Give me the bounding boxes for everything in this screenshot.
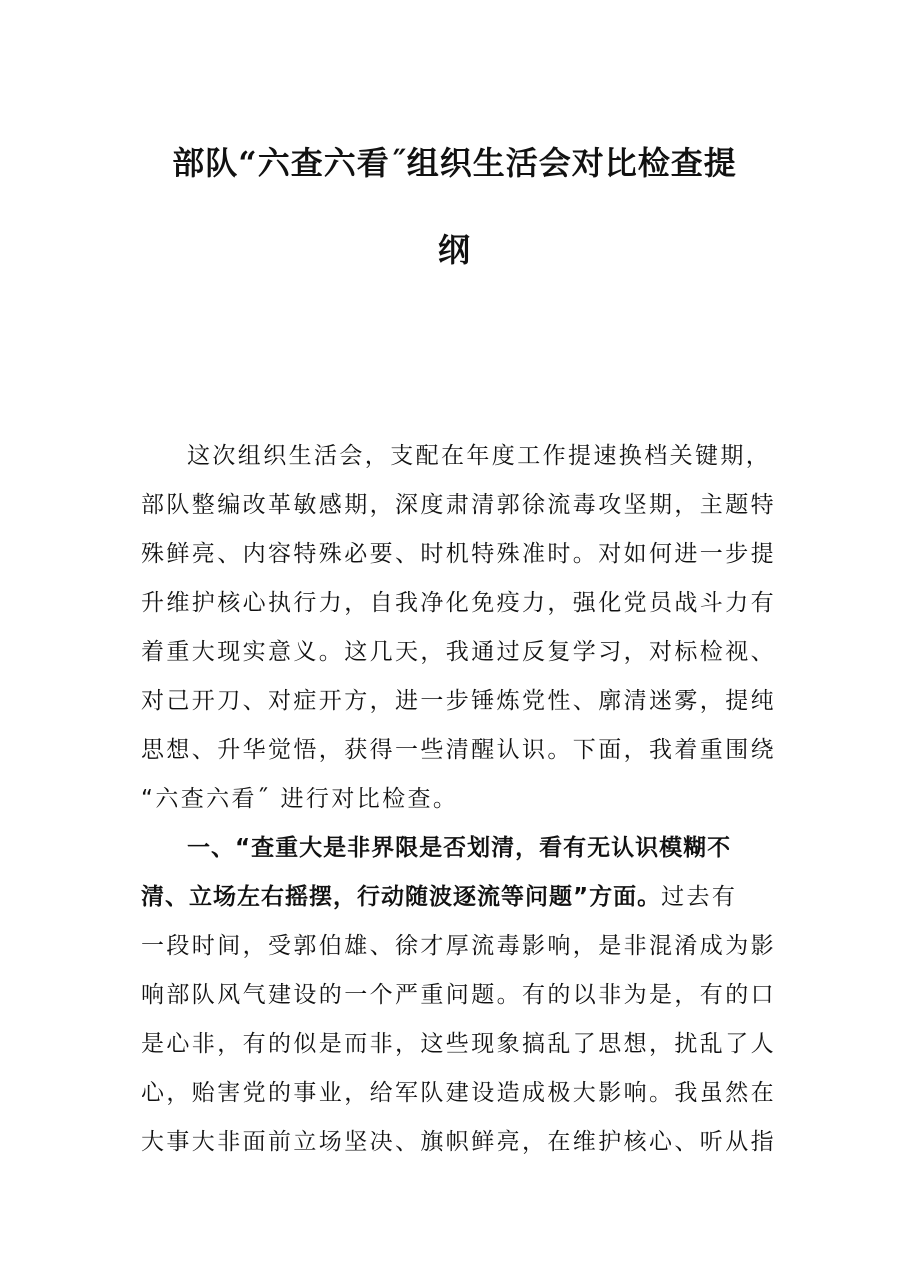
section-1-body-line: 响部队风气建设的一个严重问题。有的以非为是，有的口: [141, 982, 776, 1008]
paragraph-1-line: “六查六看˝ 进行对比检查。: [141, 786, 459, 812]
section-1-heading-rest: 过去有: [661, 884, 738, 910]
section-1-body-line: 一段时间，受郭伯雄、徐才厚流毒影响，是非混淆成为影: [141, 933, 776, 959]
paragraph-1-line: 对己开刀、对症开方，进一步锤炼党性、廓清迷雾，提纯: [141, 688, 776, 714]
paragraph-1-line: 部队整编改革敏感期，深度肃清郭徐流毒攻坚期，主题特: [141, 492, 776, 518]
document-title-line-2: 纲: [437, 231, 471, 269]
document-title-line-1: 部队“六查六看˝组织生活会对比检查提: [172, 144, 737, 182]
section-1-body-line: 心，贻害党的事业，给军队建设造成极大影响。我虽然在: [141, 1080, 776, 1106]
section-1-heading-line-1: 一、“查重大是非界限是否划清，看有无认识模糊不: [187, 835, 732, 861]
paragraph-1-line: 这次组织生活会，支配在年度工作提速换档关键期，: [187, 443, 772, 469]
section-1-heading-line-2: [141, 882, 737, 912]
paragraph-1-line: 殊鲜亮、内容特殊必要、时机特殊准时。对如何进一步提: [141, 541, 776, 567]
section-1-body-line: 是心非，有的似是而非，这些现象搞乱了思想，扰乱了人: [141, 1031, 776, 1057]
paragraph-1-line: 升维护核心执行力，自我净化免疫力，强化党员战斗力有: [141, 590, 776, 616]
section-1-body-line: 大事大非面前立场坚决、旗帜鲜亮，在维护核心、听从指: [141, 1129, 776, 1155]
paragraph-1-line: 思想、升华觉悟，获得一些清醒认识。下面，我着重围绕: [141, 737, 776, 763]
section-1-heading-bold: 清、立场左右摇摆，行动随波逐流等问题”方面。: [141, 884, 662, 910]
paragraph-1-line: 着重大现实意义。这几天，我通过反复学习，对标检视、: [141, 639, 776, 665]
